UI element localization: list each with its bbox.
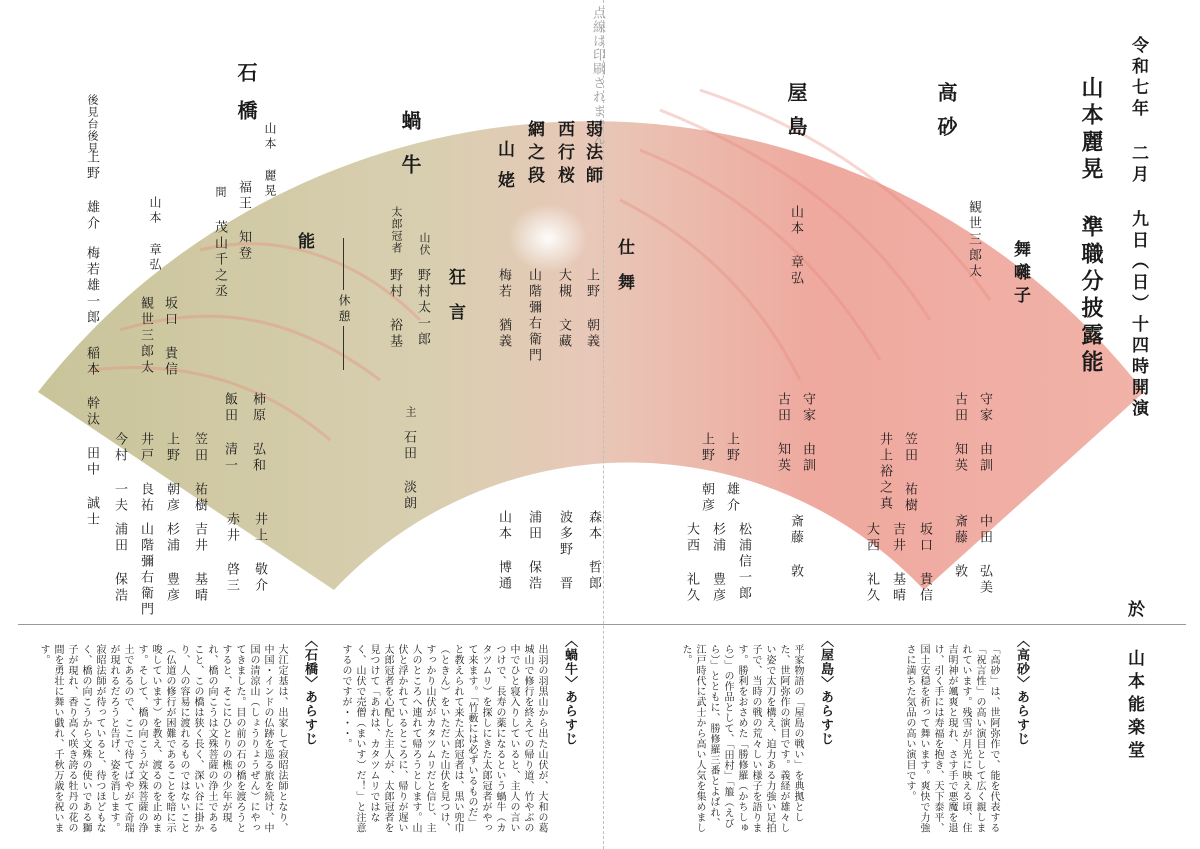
shimai-genre: 仕舞 [614,238,634,308]
kagyu-shu-role: 主 [404,406,417,418]
noh-genre: 能 [294,232,314,255]
takasago-hayashi-3: 吉井 基晴 [890,522,905,604]
shakkyo-koken-chief: 観世三郎太 [138,296,153,376]
shakkyo-title: 石橋 [234,62,258,138]
shakkyo-koken-role: 台後見 [86,118,99,154]
shimai-performer-1: 上野 朝義 [584,268,599,350]
shimai-play-4: 山姥 [494,140,514,202]
shakkyo-shite-b: 山本 章弘 [148,196,162,273]
shakkyo-jiutai-7: 浦田 保浩 [112,522,127,604]
shimai-jiutai-3: 浦田 保浩 [526,510,541,592]
shakkyo-hayashi-5: 赤井 啓三 [224,512,239,594]
shakkyo-jiutai-3: 杉浦 豊彦 [164,522,179,604]
shakkyo-hayashi-4: 井上 敬介 [252,512,267,594]
shimai-jiutai-2: 波多野 晋 [557,510,572,592]
yashima-synopsis-title: 〈屋島〉あらすじ [818,634,833,746]
shakkyo-hayashi-2: 飯田 清一 [222,392,237,474]
kagyu-yamabushi-role: 山伏 [418,232,431,256]
shakkyo-koken-1: 坂口 貴信 [162,296,177,378]
shakkyo-jiutai-5: 山階彌右衛門 [138,522,153,618]
venue: 於 山本能楽堂 [1124,600,1144,764]
shakkyo-ai-role: 間 [214,186,227,198]
kagyu-yamabushi: 野村太一郎 [415,268,430,348]
yashima-hayashi-4: 大西 礼久 [684,522,699,604]
event-date: 令和七年 二月 九日（日）十四時開演 [1128,36,1148,420]
yashima-hayashi-2: 上野 朝彦 [699,432,714,514]
takasago-synopsis-text: 「高砂」は、世阿弥作で、能を代表する「祝言性」の高い演目として広く親しまれています。残雪が月光に映える頃、住吉明神が颯爽と現れ、さす手で悪魔を退け、引く手には寿福を抱き、天下泰平、国土安穏を祈って舞います。爽快で力強さに満ちた気品の高い演目です。 [904,644,999,833]
shakkyo-shite-a: 山本 麗晃 [263,122,277,199]
yashima-title: 屋島 [784,82,808,150]
takasago-jiutai-3: 斎藤 敦 [952,514,967,580]
shakkyo-jiutai2-2: 稲本 幹汰 [84,346,99,428]
intermission: 休憩 [337,294,351,326]
kagyu-synopsis-title: 〈蝸牛〉あらすじ [562,634,577,746]
shimai-performer-2: 大槻 文藏 [556,268,571,350]
takasago-title: 高砂 [934,82,958,150]
shakkyo-synopsis-title: 〈石橋〉あらすじ [302,634,317,746]
takasago-jiutai-2: 古田 知英 [952,392,967,474]
shakkyo-koken-label: 後見 [86,94,99,118]
kagyu-shu: 石田 淡朗 [401,430,416,512]
yashima-hayashi-3: 杉浦 豊彦 [710,522,725,604]
shakkyo-waki: 福王 知登 [236,180,251,262]
yashima-hayashi-5: 松浦信一郎 [736,522,751,602]
kagyu-taro: 野村 裕基 [387,268,402,350]
event-title: 山本麗晃 準職分披露能 [1078,76,1104,377]
shakkyo-synopsis-text: 大江定基は、出家して寂昭法師となり、中国・インドの仏跡を巡る旅を続け、中国の清涼山（しょうりょうぜん）にやってきました。目の前の石の橋を渡ろうとすると、そこにひとりの樵の少年が現れ、橋の向こうは文殊菩薩の浄土であること、この橋は狭く長く、深い谷に掛かり、人の容易に渡れるものではないこと（仏道の修行が困難であることを暗に示唆しています）を教え、渡るのを止めます。そして、橋の向こうが文殊菩薩の浄土であるので、ここで待てばやがて奇瑞が現れるだろうと告げ、姿を消します。寂昭法師が待っていると、待つほどもなく、橋の向こうから文殊の使いである獅子が現れ、香り高く咲き誇る牡丹の花の間を勇壮に舞い戯れ、千秋万歳を祝います。 [38,644,287,833]
kagyu-taro-role: 太郎冠者 [390,206,403,254]
kagyu-synopsis-text: 出羽の羽黒山から出た山伏が、大和の葛城山で修行を終えての帰り道、竹やぶの中でひと寝入りしていると、主人の言いつけで、長寿の薬になるという蝸牛（カタツムリ）を探しにきた太郎冠者がやって来ます。「竹藪には必ずいるものだ」と教えられて来た太郎冠者は、黒い兜巾（ときん）をいただいた山伏を見つけ、すっかり山伏がカタツムリだと信じ、主人のところへ連れて帰ろうとします。山伏と浮かれているところに、帰りが遅い太郎冠者を心配した主人が、太郎冠者を見つけて「あれは、カタツムリではなく、山伏で売僧（まいす）だ！」と注意するのですが・・・。 [340,644,547,833]
yashima-jiutai-3: 斎藤 敦 [788,514,803,580]
shimai-performer-3: 山階彌右衛門 [526,268,541,364]
section-divider [18,624,1186,625]
shakkyo-jiutai-6: 今村 一夫 [112,432,127,514]
kyogen-genre: 狂言 [445,268,465,338]
shakkyo-jiutai-4: 井戸 良祐 [138,432,153,514]
takasago-hayashi-1: 笠田 祐樹 [902,432,917,514]
takasago-synopsis-title: 〈高砂〉あらすじ [1014,634,1029,746]
takasago-shite: 観世三郎太 [966,200,981,280]
takasago-hayashi-5: 大西 礼久 [864,522,879,604]
shimai-play-2: 西行桜 [554,120,574,189]
takasago-jiutai-1: 守家 由訓 [977,392,992,474]
shimai-play-1: 弱法師 [582,120,602,189]
yashima-jiutai-1: 守家 由訓 [800,392,815,474]
shimai-jiutai-1: 森本 哲郎 [586,510,601,592]
print-note: 点線は印刷されません [590,6,605,146]
shakkyo-hayashi-1: 柿原 弘和 [250,392,265,474]
shakkyo-hayashi-3: 笠田 祐樹 [192,432,207,514]
shakkyo-jiutai-1: 上野 朝彦 [164,432,179,514]
shakkyo-jiutai2-1: 梅若雄一郎 [84,246,99,326]
yashima-hayashi-1: 上野 雄介 [724,432,739,514]
takasago-genre: 舞囃子 [1010,240,1030,309]
shakkyo-jiutai-2: 吉井 基晴 [192,522,207,604]
shakkyo-koken-2: 上野 雄介 [84,150,99,232]
shakkyo-ai: 茂山千之丞 [212,220,227,300]
yashima-shite: 山本 章弘 [788,205,803,287]
yashima-jiutai-2: 古田 知英 [775,392,790,474]
shakkyo-jiutai2-3: 田中 誠士 [84,446,99,528]
shimai-play-3: 網之段 [524,120,544,189]
takasago-hayashi-2: 井上裕之真 [877,432,892,512]
intermission-line-top [343,238,344,290]
takasago-jiutai-4: 中田 弘美 [977,514,992,596]
shimai-performer-4: 梅若 猶義 [496,268,511,350]
kagyu-title: 蝸牛 [398,110,422,198]
yashima-synopsis-text: 平家物語の「屋島の戦い」を典拠とした、世阿弥作の演目です。義経が雄々しい姿で太刀を構え、迫力ある力強い足拍子で、当時の戦の荒々しい様子を語ります。勝利をおさめた「勝修羅（かちしゅら）」の作品として、「田村」「箙（えびら）」とともに、勝修羅三番とよばれ、江戸時代に武士から高い人気を集めました。 [680,644,803,833]
takasago-hayashi-4: 坂口 貴信 [917,522,932,604]
intermission-line-bottom [343,326,344,370]
shimai-jiutai-4: 山本 博通 [496,510,511,592]
